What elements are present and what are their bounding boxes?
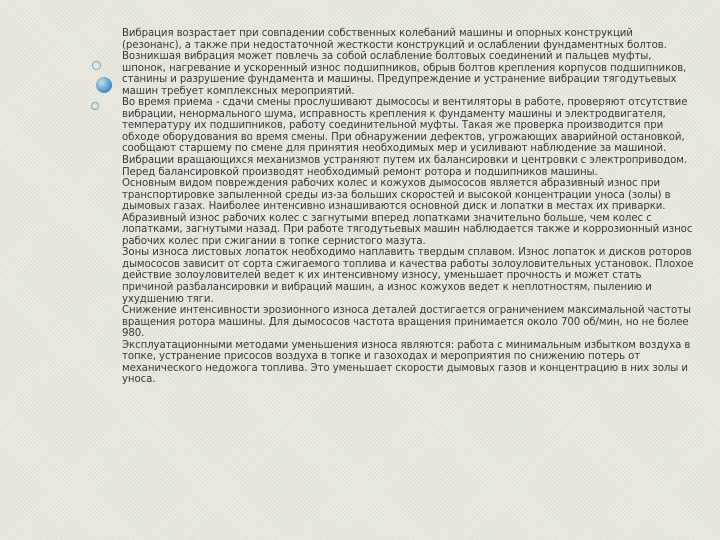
paragraph-vibration-causes: Вибрация возрастает при совпадении собственных колебаний машины и опорных конструкций (резонанс), а также при недостаточной жесткости конструкций и ослаблении фундаментных болтов. Возникшая вибрация может повлечь за собой ослабление болтовых соединений и пальцев муфты, шпонок, нагревание и ускоренный износ подшипников, обрыв болтов крепления корпусов подшипников, станины и разрушение фундамента и машины. Предупреждение и устранение вибрации тягодутьевых машин требует комплексных мероприятий. [122, 28, 687, 97]
paragraph-operational-methods: Эксплуатационными методами уменьшения износа являются: работа с минимальным избытком воздуха в топке, устранение присосов воздуха в топке и газоходах и мероприятия по снижению потерь от механического недожога топлива. Это уменьшает скорости дымовых газов и концентрацию в них золы и уноса. [122, 339, 691, 386]
decor-circle-outline-icon [92, 61, 101, 70]
decor-circle-filled-icon [96, 77, 112, 93]
paragraph-wear-zones: Зоны износа листовых лопаток необходимо наплавить твердым сплавом. Износ лопаток и дисков роторов дымососов зависит от сорта сжигаемого топлива и качества работы золоуловительных установок. Плохое действие золоуловителей ведет к их интенсивному износу, уменьшает прочность и может стать причиной разбалансировки и вибраций машин, а износ кожухов ведет к неплотностям, пылению и ухудшению тяги. [122, 247, 694, 305]
paragraph-rotation-limit: Снижение интенсивности эрозионного износа деталей достигается ограничением максимальной частоты вращения ротора машины. Для дымососов частота вращения принимается около 700 об/мин, но не более 980. [122, 305, 691, 340]
decor-circle-small-icon [91, 102, 99, 110]
paragraph-shift-inspection: Во время приема - сдачи смены прослушивают дымососы и вентиляторы в работе, проверяют отсутствие вибрации, ненормального шума, исправность крепления к фундаменту машины и электродвигателя, температуру их подшипников, работу соединительной муфты. Такая же проверка производится при обходе оборудования во время смены. При обнаружении дефектов, угрожающих аварийной остановкой, сообщают старшему по смене для принятия необходимых мер и усиливают наблюдение за машиной. Вибрации вращающихся механизмов устраняют путем их балансировки и центровки с электроприводом. Перед балансировкой производят необходимый ремонт ротора и подшипников машины. [122, 97, 688, 178]
paragraph-abrasive-wear: Основным видом повреждения рабочих колес и кожухов дымососов является абразивный износ при транспортировке запыленной среды из-за больших скоростей и высокой концентрации уноса (золы) в дымовых газах. Наиболее интенсивно изнашиваются основной диск и лопатки в местах их приварки. Абразивный износ рабочих колес с загнутыми вперед лопатками значительно больше, чем колес с лопатками, загнутыми назад. При работе тягодутьевых машин наблюдается также и коррозионный износ рабочих колес при сжигании в топке сернистого мазута. [122, 178, 693, 247]
slide-text-body [122, 28, 694, 386]
